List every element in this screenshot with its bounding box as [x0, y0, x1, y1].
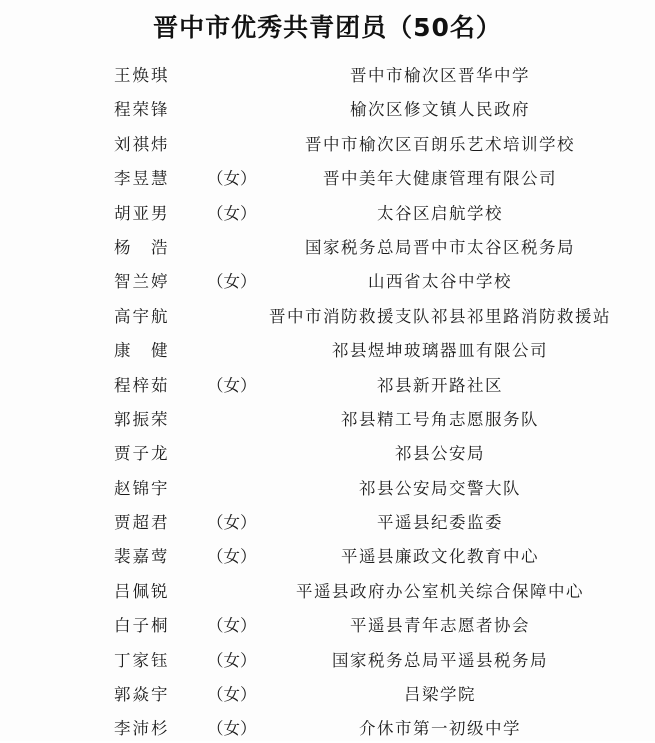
member-unit: 祁县公安局交警大队	[359, 478, 521, 498]
member-unit: 晋中美年大健康管理有限公司	[323, 169, 557, 189]
list-item	[0, 55, 655, 89]
member-name: 贾超君	[114, 513, 170, 533]
member-unit: 祁县公安局	[395, 444, 485, 464]
member-name: 丁家钰	[114, 650, 170, 670]
member-gender: （女）	[207, 513, 257, 533]
member-unit: 晋中市榆次区百朗乐艺术培训学校	[305, 134, 575, 154]
list-item	[0, 708, 655, 742]
list-item	[0, 261, 655, 295]
list-item	[0, 571, 655, 605]
member-name: 郭振荣	[114, 409, 170, 429]
list-item	[0, 296, 655, 330]
list-item	[0, 674, 655, 708]
member-name: 康 健	[114, 341, 170, 361]
member-gender: （女）	[207, 272, 257, 292]
member-unit: 国家税务总局平遥县税务局	[332, 650, 548, 670]
member-name: 贾子龙	[114, 444, 170, 464]
member-name: 程荣锋	[114, 100, 170, 120]
list-item	[0, 433, 655, 467]
member-gender: （女）	[207, 169, 257, 189]
member-unit: 平遥县政府办公室机关综合保障中心	[296, 581, 584, 601]
member-unit: 晋中市消防救援支队祁县祁里路消防救援站	[269, 306, 611, 326]
member-gender: （女）	[207, 685, 257, 705]
member-name: 杨 浩	[114, 237, 170, 257]
member-unit: 祁县煜坤玻璃器皿有限公司	[332, 341, 548, 361]
member-unit: 国家税务总局晋中市太谷区税务局	[305, 237, 575, 257]
member-gender: （女）	[207, 616, 257, 636]
member-gender: （女）	[207, 375, 257, 395]
member-name: 白子桐	[114, 616, 170, 636]
member-unit: 平遥县纪委监委	[377, 513, 503, 533]
member-gender: （女）	[207, 650, 257, 670]
member-name: 胡亚男	[114, 203, 170, 223]
list-item	[0, 502, 655, 536]
page-title: 晋中市优秀共青团员（50名）	[153, 13, 502, 42]
list-item	[0, 227, 655, 261]
member-name: 裴嘉莺	[114, 547, 170, 567]
list-item	[0, 399, 655, 433]
member-name: 吕佩锐	[114, 581, 170, 601]
list-item	[0, 193, 655, 227]
member-name: 高宇航	[114, 306, 170, 326]
member-name: 刘祺炜	[114, 134, 170, 154]
member-unit: 山西省太谷中学校	[368, 272, 512, 292]
member-name: 赵锦宇	[114, 478, 170, 498]
member-unit: 介休市第一初级中学	[359, 719, 521, 739]
member-unit: 祁县新开路社区	[377, 375, 503, 395]
list-item	[0, 468, 655, 502]
list-item	[0, 124, 655, 158]
member-name: 智兰婷	[114, 272, 170, 292]
list-item	[0, 605, 655, 639]
list-item	[0, 89, 655, 123]
member-name: 李昱慧	[114, 169, 170, 189]
member-gender: （女）	[207, 203, 257, 223]
member-unit: 平遥县青年志愿者协会	[350, 616, 530, 636]
member-unit: 平遥县廉政文化教育中心	[341, 547, 539, 567]
member-unit: 太谷区启航学校	[377, 203, 503, 223]
member-unit: 晋中市榆次区晋华中学	[350, 66, 530, 85]
list-item	[0, 536, 655, 570]
list-item	[0, 365, 655, 399]
member-unit: 榆次区修文镇人民政府	[350, 100, 530, 120]
member-name: 郭焱宇	[114, 685, 170, 705]
member-gender: （女）	[207, 547, 257, 567]
member-list	[0, 55, 655, 743]
member-unit: 吕梁学院	[404, 685, 476, 705]
list-item	[0, 330, 655, 364]
list-item	[0, 640, 655, 674]
member-name: 王焕琪	[114, 66, 170, 85]
list-item	[0, 158, 655, 192]
member-name: 程梓茹	[114, 375, 170, 395]
member-unit: 祁县精工号角志愿服务队	[341, 409, 539, 429]
member-name: 李沛杉	[114, 719, 170, 739]
member-gender: （女）	[207, 719, 257, 739]
